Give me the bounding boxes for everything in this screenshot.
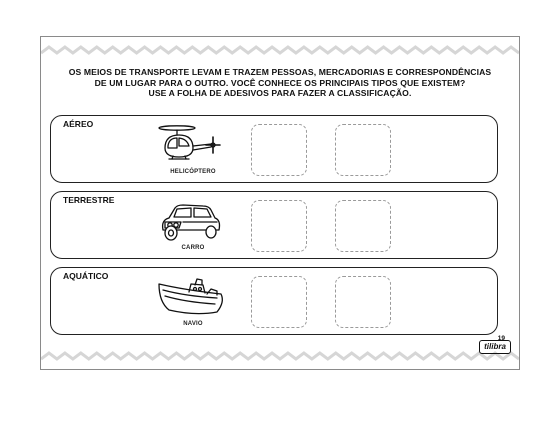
category-title: AÉREO	[63, 119, 94, 129]
vehicle-label: CARRO	[181, 245, 205, 251]
instructions-text	[51, 67, 509, 99]
sticker-slot[interactable]	[335, 124, 391, 176]
sticker-slot[interactable]	[251, 124, 307, 176]
instructions-line-3: USE A FOLHA DE ADESIVOS PARA FAZER A CLASSIFICAÇÃO.	[148, 88, 412, 98]
category-title: TERRESTRE	[63, 195, 115, 205]
top-zigzag-border	[41, 45, 519, 55]
page-number: 19	[497, 335, 505, 342]
vehicle-label: HELICÓPTERO	[170, 169, 216, 175]
sticker-slot[interactable]	[251, 276, 307, 328]
sticker-slot[interactable]	[335, 200, 391, 252]
ship-icon	[155, 276, 231, 320]
instructions-line-2: DE UM LUGAR PARA O OUTRO. VOCÊ CONHECE OS PRINCIPAIS TIPOS QUE EXISTEM?	[94, 77, 466, 88]
brand-logo: tilibra	[479, 340, 511, 354]
sticker-slot[interactable]	[251, 200, 307, 252]
category-aquatico	[50, 267, 498, 335]
category-aereo	[50, 115, 498, 183]
car-icon	[155, 200, 231, 244]
bottom-zigzag-border	[41, 351, 519, 361]
instructions-line-1: OS MEIOS DE TRANSPORTE LEVAM E TRAZEM PESSOAS, MERCADORIAS E CORRESPONDÊNCIAS	[68, 67, 492, 77]
worksheet-page	[40, 36, 520, 370]
vehicle-label: NAVIO	[183, 321, 203, 327]
category-terrestre	[50, 191, 498, 259]
helicopter-icon	[155, 124, 231, 168]
category-title: AQUÁTICO	[63, 271, 109, 281]
sticker-slot[interactable]	[335, 276, 391, 328]
